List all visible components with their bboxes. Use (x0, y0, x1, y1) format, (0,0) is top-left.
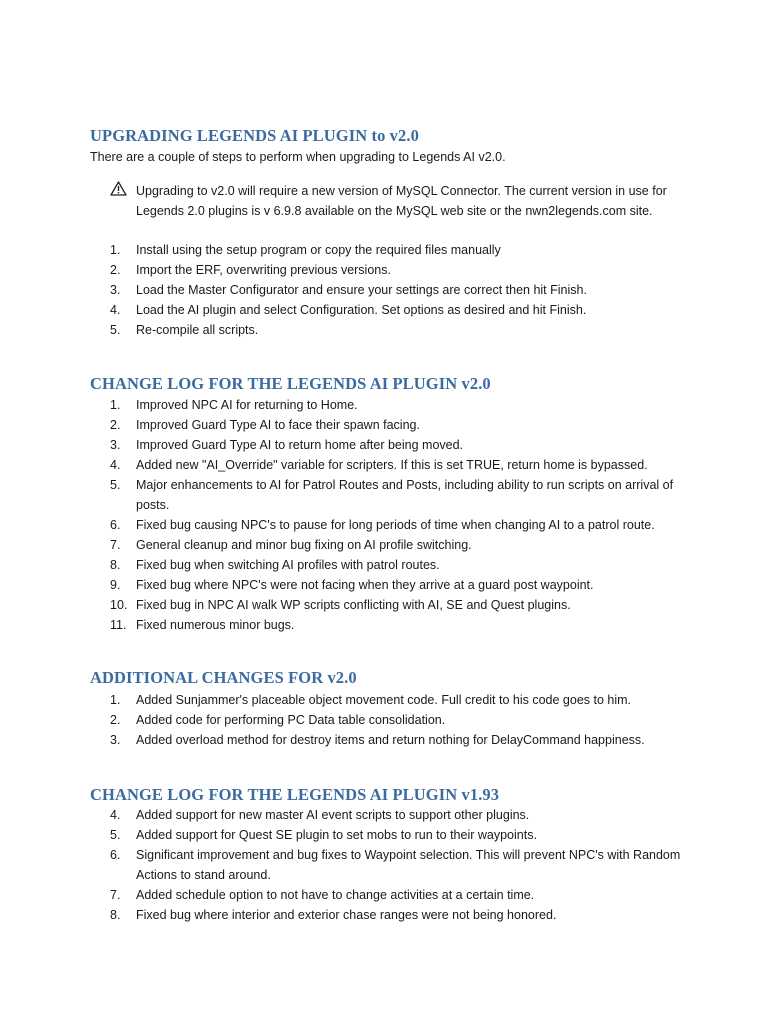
list-item-text: Improved Guard Type AI to face their spawn facing. (136, 418, 420, 432)
list-item-text: Fixed bug where NPC's were not facing when they arrive at a guard post waypoint. (136, 578, 594, 592)
section-title-change-log-v193: CHANGE LOG FOR THE LEGENDS AI PLUGIN v1.93 (90, 785, 500, 804)
list-item-text: Fixed bug causing NPC's to pause for long periods of time when changing AI to a patrol route. (136, 518, 655, 532)
list-item (110, 435, 690, 455)
list-item-text: Added code for performing PC Data table consolidation. (136, 713, 446, 727)
list-item (110, 710, 690, 730)
list-item-number: 4. (110, 808, 121, 822)
list-item-number: 1. (110, 693, 121, 707)
list-item-number: 1. (110, 243, 121, 257)
list-item (110, 300, 690, 320)
list-item-text: Added support for Quest SE plugin to set mobs to run to their waypoints. (136, 828, 537, 842)
list-item (110, 455, 690, 475)
list-item (110, 475, 690, 515)
list-item-number: 1. (110, 398, 121, 412)
warning-icon (110, 181, 127, 196)
list-item-number: 10. (110, 598, 128, 612)
list-item (110, 535, 690, 555)
list-item-text: Improved Guard Type AI to return home after being moved. (136, 438, 464, 452)
list-item (110, 515, 690, 535)
list-item-number: 3. (110, 733, 121, 747)
list-item (110, 845, 690, 885)
list-item-text: Improved NPC AI for returning to Home. (136, 398, 358, 412)
list-item-text: Added new "AI_Override" variable for scripters. If this is set TRUE, return home is bypassed. (136, 458, 648, 472)
warning-note-text: Upgrading to v2.0 will require a new version of MySQL Connector. The current version in use for Legends 2.0 plugins is v 6.9.8 available on the MySQL web site or the nwn2legends.com site. (136, 184, 667, 218)
section-title-change-log-v2: CHANGE LOG FOR THE LEGENDS AI PLUGIN v2.0 (90, 374, 491, 393)
list-item (110, 555, 690, 575)
list-item (110, 260, 690, 280)
list-item (110, 825, 690, 845)
list-item (110, 730, 690, 750)
list-item-number: 8. (110, 558, 121, 572)
list-item (110, 885, 690, 905)
list-item-text: Added support for new master AI event scripts to support other plugins. (136, 808, 530, 822)
list-item (110, 415, 690, 435)
intro-text: There are a couple of steps to perform when upgrading to Legends AI v2.0. (90, 150, 506, 164)
list-item-text: Load the AI plugin and select Configuration. Set options as desired and hit Finish. (136, 303, 587, 317)
list-item-number: 4. (110, 303, 121, 317)
list-item-text: Fixed bug when switching AI profiles with patrol routes. (136, 558, 440, 572)
list-item-text: Added Sunjammer's placeable object movement code. Full credit to his code goes to him. (136, 693, 632, 707)
list-item-text: Load the Master Configurator and ensure your settings are correct then hit Finish. (136, 283, 587, 297)
list-item-number: 6. (110, 848, 121, 862)
list-item-number: 5. (110, 323, 121, 337)
change-log-v2-list (110, 395, 690, 635)
section-title-additional-changes: ADDITIONAL CHANGES FOR v2.0 (90, 668, 357, 687)
list-item-text: Significant improvement and bug fixes to Waypoint selection. This will prevent NPC's with Random Actions to stand around. (136, 848, 681, 882)
list-item (110, 905, 690, 925)
list-item-text: Added overload method for destroy items and return nothing for DelayCommand happiness. (136, 733, 645, 747)
list-item (110, 615, 690, 635)
list-item-text: Fixed bug in NPC AI walk WP scripts conflicting with AI, SE and Quest plugins. (136, 598, 571, 612)
list-item-text: Fixed bug where interior and exterior chase ranges were not being honored. (136, 908, 557, 922)
list-item-number: 2. (110, 263, 121, 277)
upgrade-steps-list (110, 240, 690, 340)
list-item-number: 3. (110, 283, 121, 297)
list-item-number: 5. (110, 478, 121, 492)
list-item (110, 395, 690, 415)
list-item-text: Added schedule option to not have to change activities at a certain time. (136, 888, 535, 902)
list-item (110, 595, 690, 615)
list-item-text: Fixed numerous minor bugs. (136, 618, 295, 632)
list-item (110, 575, 690, 595)
list-item (110, 805, 690, 825)
list-item-number: 6. (110, 518, 121, 532)
list-item-text: Major enhancements to AI for Patrol Routes and Posts, including ability to run scripts on arrival of posts. (136, 478, 674, 512)
list-item (110, 280, 690, 300)
list-item-text: Install using the setup program or copy the required files manually (136, 243, 501, 257)
list-item-number: 8. (110, 908, 121, 922)
list-item (110, 240, 690, 260)
additional-changes-list (110, 690, 690, 750)
list-item-text: General cleanup and minor bug fixing on AI profile switching. (136, 538, 472, 552)
change-log-v193-list (110, 805, 690, 925)
list-item-number: 9. (110, 578, 121, 592)
list-item-number: 5. (110, 828, 121, 842)
list-item-number: 7. (110, 888, 121, 902)
list-item-number: 4. (110, 458, 121, 472)
list-item-number: 2. (110, 713, 121, 727)
list-item-number: 3. (110, 438, 121, 452)
list-item-number: 11. (110, 618, 127, 632)
list-item-text: Re-compile all scripts. (136, 323, 259, 337)
list-item-text: Import the ERF, overwriting previous versions. (136, 263, 391, 277)
list-item (110, 320, 690, 340)
list-item-number: 7. (110, 538, 121, 552)
list-item-number: 2. (110, 418, 121, 432)
list-item (110, 690, 690, 710)
section-title-upgrading: UPGRADING LEGENDS AI PLUGIN to v2.0 (90, 126, 419, 145)
